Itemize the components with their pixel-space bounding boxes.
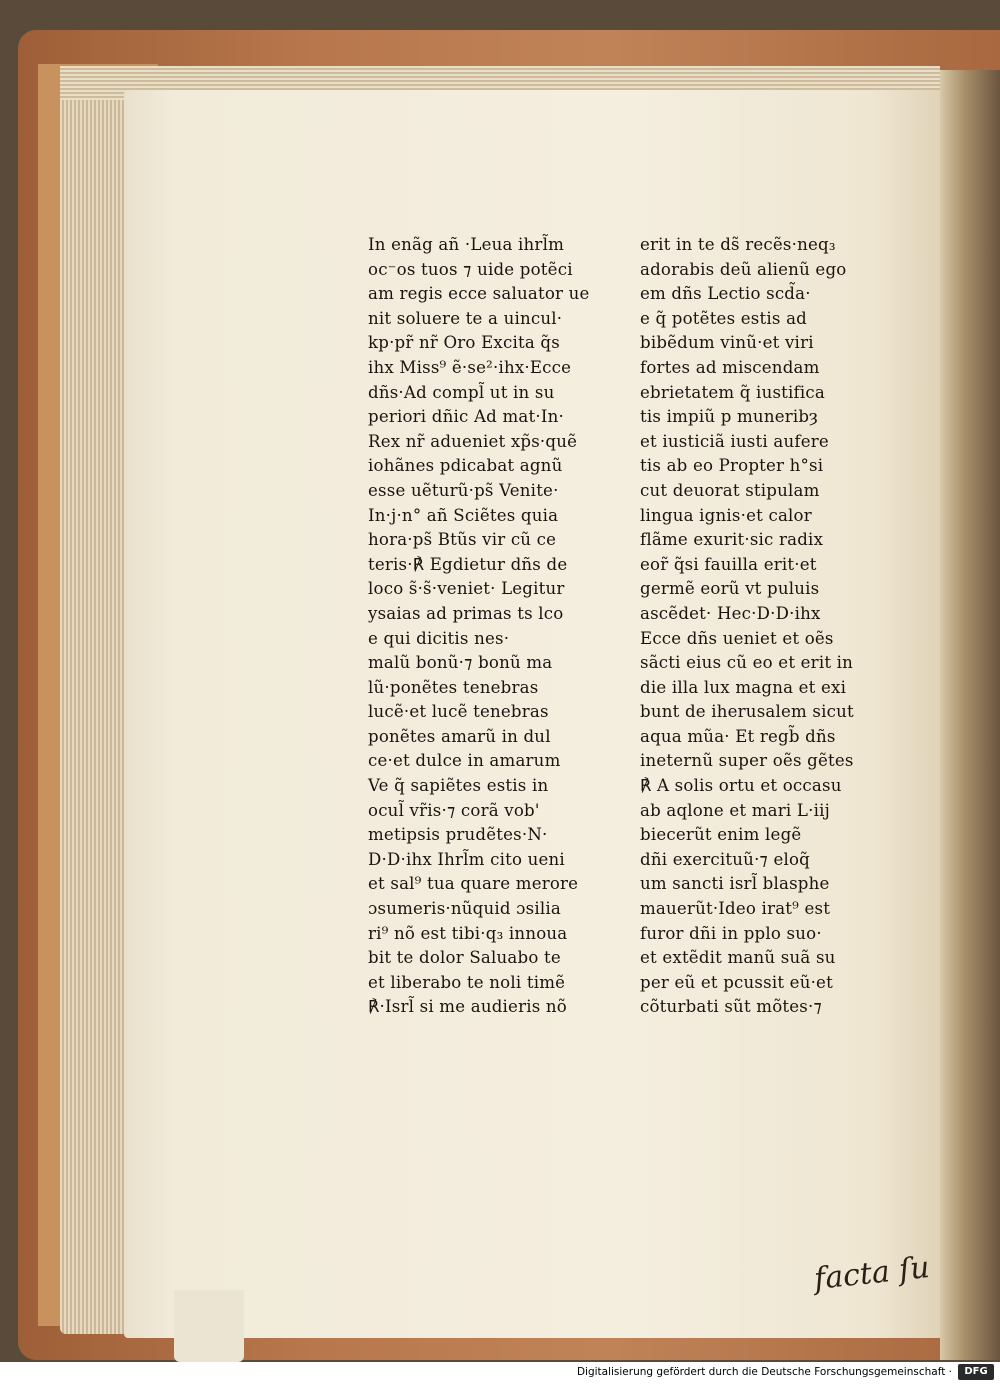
right-column-line: fortes ad miscendam <box>640 357 820 377</box>
left-column-line: lũ·ponẽtes tenebras <box>368 677 539 697</box>
funding-credit: Digitalisierung gefördert durch die Deutsche Forschungsgemeinschaft · <box>576 1366 952 1378</box>
right-column-line: eor̃ q̃si fauilla erit·et <box>640 554 817 574</box>
left-column-line: ce·et dulce in amarum <box>368 751 561 771</box>
left-column-line: In·j·n° añ Sciẽtes quia <box>368 505 559 525</box>
right-column-line: ab aqlone et mari L·iij <box>640 800 830 820</box>
right-column-line: erit in te ds̃ recẽs·neq₃ <box>640 235 836 254</box>
left-column-line: ocul̃ vr̃is·⁊ corã vob' <box>368 800 540 820</box>
right-column-line: die illa lux magna et exi <box>640 677 847 697</box>
right-column-line: germẽ eorũ vt puluis <box>640 579 820 599</box>
left-column-line: periori dñic Ad mat·In· <box>368 407 564 427</box>
left-column-line: ℟·Isrl̃ si me audieris nõ <box>368 997 567 1017</box>
dfg-logo-text: DFG <box>964 1366 988 1377</box>
right-column-line: ℟ A solis ortu et occasu <box>640 776 842 796</box>
right-column-line: aqua mũa· Et regb̃ dñs <box>640 726 836 746</box>
left-column-line: malũ bonũ·⁊ bonũ ma <box>368 653 553 673</box>
binding-gutter <box>940 70 1000 1360</box>
left-column-line: ri⁹ nõ est tibi·q₃ innoua <box>368 923 568 943</box>
left-column-line: nit soluere te a uincul· <box>368 308 563 328</box>
right-column-line: cut deuorat stipulam <box>640 480 820 500</box>
right-column-line: et extẽdit manũ suã su <box>640 948 836 968</box>
footer-bar <box>0 1362 1000 1384</box>
right-column-line: sãcti eius cũ eo et erit in <box>640 653 854 673</box>
handwritten-marginal-note: facta ſu <box>812 1250 932 1297</box>
right-column-line: dñi exercituũ·⁊ eloq̃ <box>640 849 811 869</box>
left-column-line: et liberabo te noli timẽ <box>368 972 566 992</box>
right-column-line: lingua ignis·et calor <box>640 505 812 525</box>
right-column-line: ebrietatem q̃ iustifica <box>640 382 825 402</box>
right-column-line: e q̃ potẽtes estis ad <box>640 308 807 328</box>
left-column-line: ysaias ad primas ts lco <box>368 603 564 623</box>
right-column-line: mauerũt·Ideo irat⁹ est <box>640 899 831 919</box>
left-column-line: teris·℟ Egdietur dñs de <box>368 554 568 574</box>
left-column-line: esse uẽturũ·ps̃ Venite· <box>368 480 559 500</box>
left-column-line: hora·ps̃ Btũs vir cũ ce <box>368 530 557 550</box>
right-column-line: flãme exurit·sic radix <box>640 530 824 550</box>
right-column-line: bunt de iherusalem sicut <box>640 702 854 722</box>
right-column-line: Ecce dñs ueniet et oẽs <box>640 628 834 648</box>
left-column-line: kp·pr̃ nr̃ Oro Excita q̃s <box>368 333 560 353</box>
right-column-line: per eũ et pcussit eũ·et <box>640 972 833 992</box>
left-column-line: iohãnes pdicabat agnũ <box>368 456 563 476</box>
left-column-line: Rex nr̃ adueniet xp̃s·quẽ <box>368 431 578 451</box>
left-column-line: In enãg añ ·Leua ihrl̃m <box>368 235 565 254</box>
right-column-line: ineternũ super oẽs gẽtes <box>640 751 854 771</box>
text-column-left <box>368 233 608 1020</box>
right-column-line: ascẽdet· Hec·D·D·ihx <box>640 603 821 623</box>
left-column-line: ponẽtes amarũ in dul <box>368 726 551 746</box>
right-column-line: um sancti isrl̃ blasphe <box>640 874 830 894</box>
left-column-line: dñs·Ad compl̃ ut in su <box>368 382 555 402</box>
left-column-line: oc⁻os tuos ⁊ uide potẽci <box>368 259 573 279</box>
dfg-logo <box>958 1364 994 1380</box>
text-column-right <box>640 233 880 1020</box>
left-column-line: lucẽ·et lucẽ tenebras <box>368 702 549 722</box>
right-column-line: tis ab eo Propter h°si <box>640 456 824 476</box>
left-column-line: et sal⁹ tua quare merore <box>368 874 579 894</box>
right-column-line: em dñs Lectio scd̃a· <box>640 284 811 304</box>
left-column-line: bit te dolor Saluabo te <box>368 948 561 968</box>
right-column-line: biecerũt enim legẽ <box>640 825 802 845</box>
left-column-line: D·D·ihx Ihrl̃m cito ueni <box>368 849 565 869</box>
right-column-line: adorabis deũ alienũ ego <box>640 259 847 279</box>
right-column-line: tis impiũ p muneribȝ <box>640 407 819 427</box>
left-column-line: e qui dicitis nes· <box>368 628 510 648</box>
left-column-line: Ve q̃ sapiẽtes estis in <box>368 776 549 796</box>
left-column-line: loco s̃·s̃·veniet· Legitur <box>368 579 565 599</box>
left-column-line: ihx Miss⁹ ẽ·se²·ihx·Ecce <box>368 357 572 377</box>
left-column-line: ɔsumeris·nũquid ɔsilia <box>368 899 561 919</box>
left-column-line: am regis ecce saluator ue <box>368 284 590 304</box>
right-column-line: furor dñi in pplo suo· <box>640 923 822 943</box>
right-column-line: bibẽdum vinũ·et viri <box>640 333 814 353</box>
right-column-line: cõturbati sũt mõtes·⁊ <box>640 997 822 1017</box>
paper-tab <box>174 1290 244 1362</box>
right-column-line: et iusticiã iusti aufere <box>640 431 829 451</box>
left-column-line: metipsis prudẽtes·N· <box>368 825 548 845</box>
